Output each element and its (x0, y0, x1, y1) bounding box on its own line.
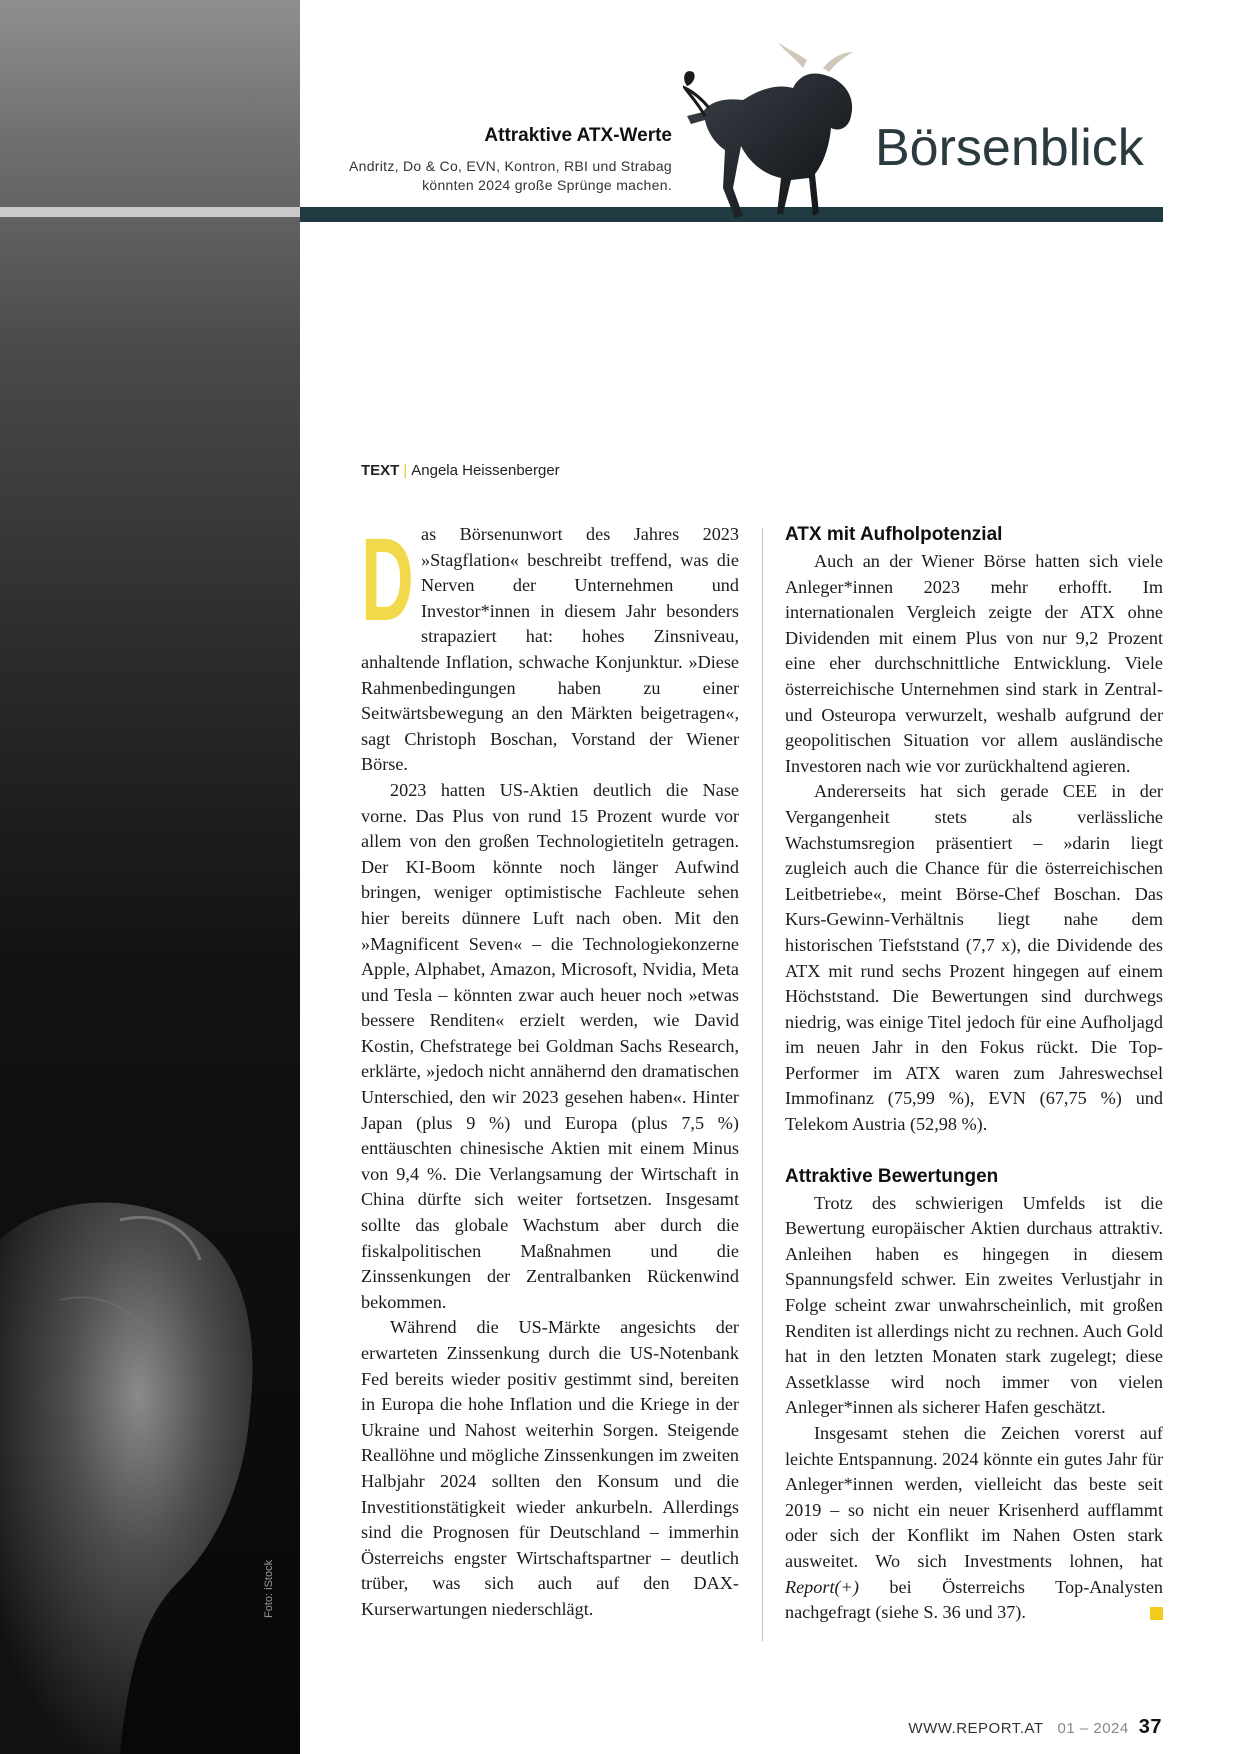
paragraph: Trotz des schwierigen Umfelds ist die Bewertung europäischer Aktien durchaus attraktiv. Anleihen haben es hingegen in diesem Spannungsfeld schwer. Ein zweites Verlustjahr in Folge scheint zwar unwahrscheinlich, mit großen Renditen ist allerdings nicht zu rechnen. Auch Gold hat in den letzten Monaten stark zugelegt; diese Assetklasse wird noch immer von vielen Anleger*innen als sicherer Hafen geschätzt. (785, 1192, 1163, 1418)
bull-head-photo (0, 1180, 300, 1754)
page-footer (908, 1716, 1162, 1739)
article-column-right (785, 522, 1163, 1626)
end-mark-icon (1150, 1607, 1163, 1620)
footer-issue: 01 – 2024 (1057, 1720, 1129, 1737)
byline-author: Angela Heissenberger (411, 462, 560, 479)
kicker (349, 125, 672, 195)
article-column-left (361, 514, 739, 1623)
publication-name: Report(+) (785, 1576, 859, 1597)
footer-site: WWW.REPORT.AT (908, 1720, 1044, 1737)
subheading: ATX mit Aufholpotenzial (785, 524, 1003, 545)
paragraph: Während die US-Märkte angesichts der erwarteten Zinssenkung durch die US-Notenbank Fed bereits wieder positiv gestimmt sind, bereiten in Europa die hohe Inflation und die Kriege in der Ukraine und Nahost weiterhin Sorgen. Steigende Reallöhne und mögliche Zinssenkungen im zweiten Halbjahr 2024 sollten den Konsum und die Investitionstätigkeit wieder ankurbeln. Allerdings sind die Prognosen für Deutschland – immerhin Österreichs engster Wirtschaftspartner – deutlich trüber, was sich auch auf den DAX-Kurserwartungen niederschlägt. (361, 1317, 739, 1619)
page-number: 37 (1138, 1716, 1162, 1738)
byline-separator: | (403, 462, 408, 479)
paragraph: as Börsenunwort des Jahres 2023 »Stagflation« beschreibt treffend, was die Nerven der Unternehmen und Investor*innen in diesem Jahr besonders strapaziert hat: hohes Zinsniveau, anhaltende Inflation, schwache Konjunktur. »Diese Rahmenbedingungen haben zu einer Seitwärtsbewegung an den Märkten beigetragen«, sagt Christoph Boschan, Vorstand der Wiener Börse. (361, 524, 739, 775)
paragraph: Auch an der Wiener Börse hatten sich viele Anleger*innen 2023 mehr erhofft. Im internationalen Vergleich zeigte der ATX ohne Dividenden mit einem Plus von nur 9,2 Prozent eine eher durchschnittliche Entwicklung. Viele österreichische Unternehmen sind stark in Zentral- und Osteuropa verwurzelt, weshalb aufgrund der geopolitischen Situation vor allem ausländische Investoren nach wie vor zurückhaltend agieren. (785, 551, 1163, 776)
header-divider-left (0, 207, 300, 217)
byline-label: TEXT (361, 462, 400, 479)
section-title: Börsenblick (875, 119, 1144, 177)
cover-photo-strip (0, 0, 300, 1754)
kicker-title: Attraktive ATX-Werte (484, 125, 672, 146)
kicker-line-2: könnten 2024 große Sprünge machen. (422, 177, 672, 193)
photo-credit: Foto: iStock (263, 1559, 275, 1618)
kicker-line-1: Andritz, Do & Co, EVN, Kontron, RBI und Strabag (348, 158, 672, 174)
paragraph: 2023 hatten US-Aktien deutlich die Nase vorne. Das Plus von rund 15 Prozent wurde vor allem von den großen Technologietiteln getragen. Der KI-Boom könnte noch länger Aufwind bringen, weniger optimistische Fachleute sehen hier bereits dünnere Luft nach oben. Mit den »Magnificent Seven« – die Technologiekonzerne Apple, Alphabet, Amazon, Microsoft, Nvidia, Meta und Tesla – könnten zwar auch heuer noch »etwas bessere Renditen« erzielt werden, wie David Kostin, Chefstratege bei Goldman Sachs Research, erklärte, »jedoch nicht annähernd den dramatischen Unterschied, den wir 2023 gesehen haben«. Hinter Japan (plus 9 %) und Europa (plus 7,5 %) enttäuschten chinesische Aktien mit einem Minus von 9,4 %. Die Verlangsamung der Wirtschaft in China dürfte sich weiter fortsetzen. Insgesamt sollte das globale Wachstum aber durch die fiskalpolitischen Maßnahmen und die Zinssenkungen der Zentralbanken Rückenwind bekommen. (361, 779, 739, 1312)
subheading: Attraktive Bewertungen (785, 1165, 999, 1187)
dropcap: D (361, 514, 414, 646)
paragraph-text: Insgesamt stehen die Zeichen vorerst auf leichte Entspannung. 2024 könnte ein gutes Jahr für Anleger*innen werden, vielleicht das beste seit 2019 – so nicht ein neuer Krisenherd aufflammt oder sich der Konflikt im Nahen Osten stark ausweitet. Wo sich Investments lohnen, hat (785, 1423, 1163, 1571)
byline (361, 462, 560, 479)
column-divider (762, 528, 763, 1641)
paragraph (785, 1421, 1163, 1626)
paragraph: Andererseits hat sich gerade CEE in der Vergangenheit stets als verlässliche Wachstumsregion präsentiert – »darin liegt zugleich auch die Chance für die österreichischen Leitbetriebe«, meint Börse-Chef Boschan. Das Kurs-Gewinn-Verhältnis liegt nahe dem historischen Tiefststand (7,7 x), die Dividende des ATX mit rund sechs Prozent hingegen auf einem Höchststand. Die Bewertungen sind durchwegs niedrig, was einige Titel jedoch für eine Aufholjagd im neuen Jahr in den Fokus rückt. Die Top-Performer im ATX waren zum Jahreswechsel Immofinanz (75,99 %), EVN (67,75 %) und Telekom Austria (52,98 %). (785, 781, 1163, 1135)
bull-icon (683, 38, 873, 243)
paragraph-text: bei Österreichs Top-Analysten nachgefragt (siehe S. 36 und 37). (785, 1576, 1163, 1623)
